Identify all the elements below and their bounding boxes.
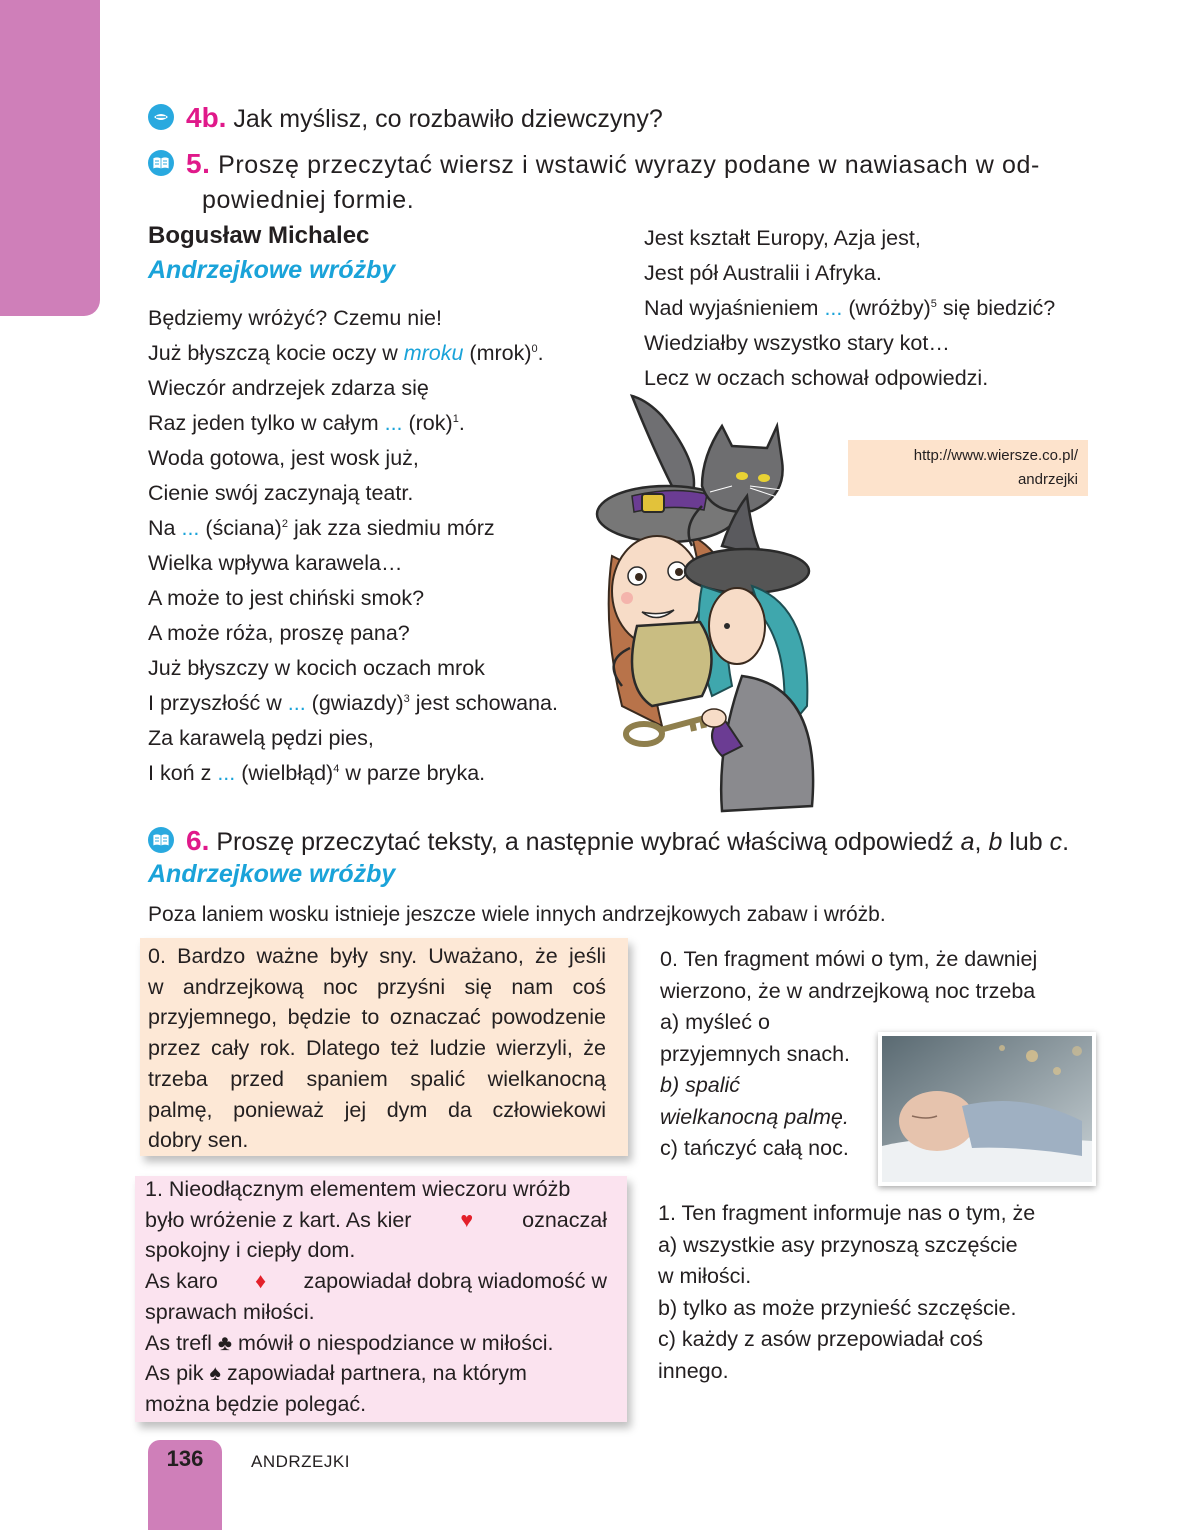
section-intro: Poza laniem wosku istnieje jeszcze wiele innych andrzejkowych zabaw i wróżb. [148,903,886,926]
poem-line [148,371,558,406]
answer-a[interactable]: a) myśleć o [660,1010,770,1034]
open-book-icon [148,150,174,176]
poem-line [148,301,558,336]
poem-text: Wiedziałby wszystko stary kot… [644,331,950,355]
footnote-number: 5 [930,297,937,310]
poem-line [148,756,558,791]
poem-text: Jest kształt Europy, Azja jest, [644,226,921,250]
poem-line [148,476,558,511]
task-text: Proszę przeczytać teksty, a następnie wybrać właściwą odpowiedź [216,828,961,856]
task-text-line1: Proszę przeczytać wiersz i wstawić wyrazy podane w nawiasach w od- [218,151,1040,179]
card0-line: trzeba przed spaniem spalić wielkanocną [148,1066,606,1091]
poem-text: Cienie swój zaczynają teatr. [148,481,414,505]
card1-line: spokojny i ciepły dom. [145,1238,356,1263]
text-card-1-body [145,1174,607,1420]
poem-hint: (mrok) [463,341,532,365]
witches-illustration [582,386,832,816]
card0-line: palmę, ponieważ jej dym da człowiekowi [148,1097,606,1122]
heart-suit-icon: ♥ [460,1207,474,1232]
poem-text: jak zza siedmiu mórz [287,516,495,540]
footnote-number: 3 [403,692,410,705]
poem-text: Będziemy wróżyć? Czemu nie! [148,306,442,330]
open-book-icon [148,827,174,853]
card1-line: As trefl [145,1330,212,1355]
section-title: Andrzejkowe wróżby [148,860,396,888]
poem-line [148,721,558,756]
poem-text: Woda gotowa, jest wosk już, [148,446,419,470]
poem-line [148,546,558,581]
answer-a[interactable]: a) wszystkie asy przynoszą szczęście [658,1232,1018,1257]
poem-text: Wieczór andrzejek zdarza się [148,376,429,400]
card0-line: przez cały rok. Dlatego też ludzie wierzyli, że [148,1036,606,1061]
poem-example-word: mroku [403,341,464,365]
page-number: 136 [166,1446,204,1471]
answer-c[interactable]: innego. [658,1358,729,1383]
club-suit-icon: ♣ [217,1330,232,1355]
answer-b[interactable]: wielkanocną palmę. [660,1104,849,1129]
sleeping-baby-photo [878,1032,1096,1186]
poem-line [644,221,1055,256]
card1-line: zapowiadał partnera, na którym [226,1361,527,1386]
card0-line: 0. Bardzo ważne były sny. Uważano, że jeśli [148,944,606,968]
question-line: wierzono, że w andrzejkową noc trzeba [660,978,1036,1003]
card1-line: oznaczał [522,1207,607,1232]
poem-text: I koń z [148,761,218,785]
card1-line: sprawach miłości. [145,1299,315,1324]
poem-hint: (wielbłąd) [235,761,334,785]
option-a: a [960,828,975,856]
poem-text: Lecz w oczach schował odpowiedzi. [644,366,989,390]
footnote-number: 2 [281,517,288,530]
separator: lub [1002,828,1050,856]
question-line: 1. Ten fragment informuje nas o tym, że [658,1201,1036,1225]
poem-text: I przyszłość w [148,691,288,715]
footnote-number: 0 [531,342,538,355]
chapter-tab-top [0,0,100,316]
card0-line: w andrzejkową noc przyśni się nam coś [148,974,606,999]
poem-line [148,616,558,651]
task-5 [186,146,1106,218]
blank-placeholder: ... [824,296,843,320]
chapter-name: ANDRZEJKI [251,1452,350,1471]
question-line: 0. Ten fragment mówi o tym, że dawniej [660,947,1038,971]
poem-line [148,441,558,476]
poem-text: . [537,341,544,365]
option-b: b [988,828,1003,856]
card1-line: można będzie polegać. [145,1391,367,1416]
task-number: 5. [186,148,211,179]
separator: . [1062,828,1070,856]
blank-placeholder: ... [217,761,236,785]
poem-hint: (rok) [402,411,453,435]
speech-lips-icon [148,104,174,130]
poem-right-column [644,221,1055,396]
task-6 [186,823,1069,860]
poem-title: Andrzejkowe wróżby [148,256,396,284]
card0-line: dobry sen. [148,1128,249,1153]
poem-line [148,651,558,686]
text-card-0-body [148,941,606,1156]
source-line1: http://www.wiersze.co.pl/ [913,447,1078,464]
card1-line: 1. Nieodłącznym elementem wieczoru wróżb [145,1177,571,1201]
answer-a[interactable]: w miłości. [658,1264,752,1288]
poem-text: Wielka wpływa karawela… [148,551,403,575]
poem-text: Raz jeden tylko w całym [148,411,385,435]
poem-line [148,336,558,371]
blank-placeholder: ... [384,411,403,435]
poem-line [148,581,558,616]
poem-text: w parze bryka. [339,761,486,785]
poem-text: Już błyszczą kocie oczy w [148,341,404,365]
poem-hint: (wróżby) [842,296,931,320]
answer-b[interactable]: b) tylko as może przynieść szczęście. [658,1295,1017,1320]
diamond-suit-icon: ♦ [255,1269,267,1294]
poem-text: A może to jest chiński smok? [148,586,425,610]
poem-line [148,511,558,546]
card1-line: było wróżenie z kart. As kier [145,1207,412,1232]
answer-b[interactable]: b) spalić [660,1073,741,1097]
task-text: Jak myślisz, co rozbawiło dziewczyny? [233,105,663,133]
blank-placeholder: ... [287,691,306,715]
footnote-number: 1 [452,412,459,425]
poem-line [644,256,1055,291]
task-4b [186,100,663,137]
question-1 [658,1198,1035,1387]
poem-text: Za karawelą pędzi pies, [148,726,374,750]
poem-author: Bogusław Michalec [148,222,370,249]
poem-text: Na [148,516,182,540]
source-citation [848,440,1088,496]
separator: , [974,828,989,856]
poem-text: jest schowana. [409,691,558,715]
poem-line [148,406,558,441]
card1-line: zapowiadał dobrą wiadomość w [303,1269,607,1294]
poem-text: . [458,411,465,435]
footnote-number: 4 [333,762,340,775]
blank-placeholder: ... [181,516,200,540]
answer-c[interactable]: c) tańczyć całą noc. [660,1136,849,1160]
spade-suit-icon: ♠ [209,1361,221,1386]
card0-line: przyjemnego, będzie to oznaczać powodzenie [148,1005,606,1030]
task-number: 6. [186,825,210,856]
source-line2: andrzejki [1017,471,1078,488]
answer-a[interactable]: przyjemnych snach. [660,1041,850,1066]
poem-line [644,291,1055,326]
answer-c[interactable]: c) każdy z asów przepowiadał coś [658,1327,984,1351]
card1-line: As karo [145,1269,218,1294]
card1-line: mówił o niespodziance w miłości. [237,1330,554,1355]
poem-hint: (ściana) [199,516,282,540]
poem-text: Jest pół Australii i Afryka. [644,261,882,285]
poem-line [644,326,1055,361]
task-number: 4b. [186,102,227,133]
poem-hint: (gwiazdy) [305,691,404,715]
poem-text: A może róża, proszę pana? [148,621,410,645]
task-text-line2: powiedniej formie. [202,186,415,214]
poem-text: Już błyszczy w kocich oczach mrok [148,656,485,680]
poem-text: się biedzić? [936,296,1056,320]
poem-text: Nad wyjaśnieniem [644,296,825,320]
poem-line [148,686,558,721]
option-c: c [1049,828,1063,856]
card1-line: As pik [145,1361,204,1386]
poem-left-column [148,301,558,791]
